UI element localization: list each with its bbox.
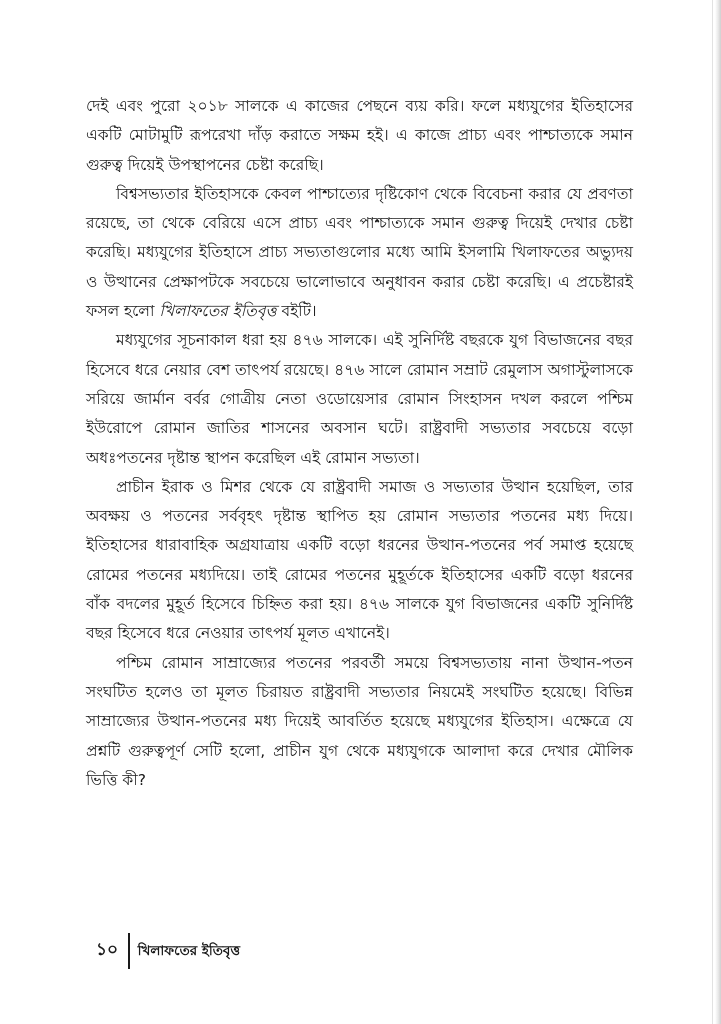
- page-edge-shadow: [715, 0, 721, 1024]
- paragraph-3: মধ্যযুগের সূচনাকাল ধরা হয় ৪৭৬ সালকে। এই সুনির্দিষ্ট বছরকে যুগ বিভাজনের বছর হিসেবে ধরে নেয়ার বেশ তাৎপর্য রয়েছে। ৪৭৬ সালে রোমান সম্রাট রেমুলাস অগাস্টুলাসকে সরিয়ে জার্মান বর্বর গোত্রীয় নেতা ওডোয়েসার রোমান সিংহাসন দখল করলে পশ্চিম ইউরোপে রোমান জাতির শাসনের অবসান ঘটে। রাষ্ট্রবাদী সভ্যতার সবচেয়ে বড়ো অধঃপতনের দৃষ্টান্ত স্থাপন করেছিল এই রোমান সভ্যতা।: [86, 331, 633, 467]
- paragraph-2-tail: বইটি।: [276, 302, 317, 321]
- page-number: ১০: [96, 940, 119, 960]
- page-fold-line: [712, 0, 713, 1024]
- paragraph-2-text: বিশ্বসভ্যতার ইতিহাসকে কেবল পাশ্চাত্যের দৃষ্টিকোণ থেকে বিবেচনা করার যে প্রবণতা রয়েছে, তা থেকে বেরিয়ে এসে প্রাচ্য এবং পাশ্চাত্যকে সমান গুরুত্ব দিয়েই দেখার চেষ্টা করেছি। মধ্যযুগের ইতিহাসে প্রাচ্য সভ্যতাগুলোর মধ্যে আমি ইসলামি খিলাফতের অভ্যুদয় ও উত্থানের প্রেক্ষাপটকে সবচেয়ে ভালোভাবে অনুধাবন করার চেষ্টা করেছি। এ প্রচেষ্টারই ফসল হলো: [86, 184, 633, 321]
- page-footer: [96, 933, 240, 969]
- paragraph-2: [86, 180, 633, 326]
- book-title-emphasis: খিলাফতের ইতিবৃত্ত: [159, 302, 277, 321]
- paragraph-1: দেই এবং পুরো ২০১৮ সালকে এ কাজের পেছনে ব্যয় করি। ফলে মধ্যযুগের ইতিহাসের একটি মোটামুটি রূপরেখা দাঁড় করাতে সক্ষম হই। এ কাজে প্রাচ্য এবং পাশ্চাত্যকে সমান গুরুত্ব দিয়েই উপস্থাপনের চেষ্টা করেছি।: [86, 97, 633, 174]
- running-title: খিলাফতের ইতিবৃত্ত: [137, 942, 241, 959]
- body-text: [86, 92, 633, 795]
- paragraph-5: পশ্চিম রোমান সাম্রাজ্যের পতনের পরবর্তী সময়ে বিশ্বসভ্যতায় নানা উত্থান-পতন সংঘটিত হলেও তা মূলত চিরায়ত রাষ্ট্রবাদী সভ্যতার নিয়মেই সংঘটিত হয়েছে। বিভিন্ন সাম্রাজ্যের উত্থান-পতনের মধ্য দিয়েই আবর্তিত হয়েছে মধ্যযুগের ইতিহাস। এক্ষেত্রে যে প্রশ্নটি গুরুত্বপূর্ণ সেটি হলো, প্রাচীন যুগ থেকে মধ্যযুগকে আলাদা করে দেখার মৌলিক ভিত্তি কী?: [86, 653, 633, 789]
- paragraph-4: প্রাচীন ইরাক ও মিশর থেকে যে রাষ্ট্রবাদী সমাজ ও সভ্যতার উত্থান হয়েছিল, তার অবক্ষয় ও পতনের সর্ববৃহৎ দৃষ্টান্ত স্থাপিত হয় রোমান সভ্যতার পতনের মধ্য দিয়ে। ইতিহাসের ধারাবাহিক অগ্রযাত্রায় একটি বড়ো ধরনের উত্থান-পতনের পর্ব সমাপ্ত হয়েছে রোমের পতনের মধ্যদিয়ে। তাই রোমের পতনের মুহূর্তকে ইতিহাসের একটি বড়ো ধরনের বাঁক বদলের মুহূর্ত হিসেবে চিহ্নিত করা হয়। ৪৭৬ সালকে যুগ বিভাজনের একটি সুনির্দিষ্ট বছর হিসেবে ধরে নেওয়ার তাৎপর্য মূলত এখানেই।: [86, 477, 633, 643]
